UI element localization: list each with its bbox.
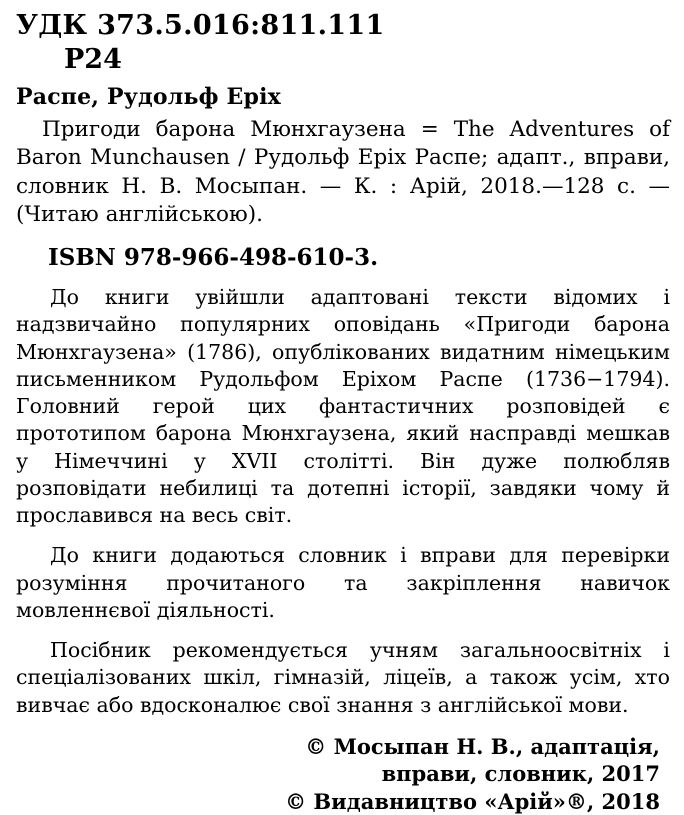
author-heading: Распе, Рудольф Еріх	[16, 83, 281, 110]
udc-code: УДК 373.5.016:811.111	[16, 10, 385, 41]
annotation-paragraph-2: До книги додаються словник і вправи для перевірки розуміння прочитаного та закріплення навичок мовленнєвої діяльності.	[16, 543, 670, 622]
isbn-number	[16, 244, 670, 272]
copyright-page	[0, 10, 684, 814]
copyright-line-2: вправи, словник, 2017	[381, 761, 660, 787]
cutter-number: Р24	[64, 43, 122, 75]
copyright-block	[16, 733, 670, 815]
isbn-value: ISBN 978-966-498-610-3	[48, 243, 371, 271]
annotation-paragraph-1: До книги увійшли адаптовані тексти відомих і надзвичайно популярних оповідань «Пригоди барона Мюнхгаузена» (1786), опублікованих видатним німецьким письменником Рудольфом Еріхом Распе (1736−1794). Головний герой цих фантастичних розповідей є прототипом барона Мюнхгаузена, який насправді мешкав у Німеччині у XVII столітті. Він дуже полюбляв розповідати небилиці та дотепні історії, завдяки чому й прославився на весь світ.	[16, 285, 670, 528]
copyright-line-1: © Мосыпан Н. В., адаптація,	[305, 733, 660, 759]
annotation-paragraph-3: Посібник рекомендується учням загальноосвітніх і спеціалізованих шкіл, гімназій, ліцеїв, а також усім, хто вивчає або вдосконалює свої знання з англійської мови.	[16, 638, 670, 717]
copyright-line-3: © Видавництво «Арій»®, 2018	[285, 788, 660, 814]
cip-description: Пригоди барона Мюнхгаузена = The Adventures of Baron Munchausen / Рудольф Еріх Распе; адапт., вправи, словник Н. В. Мосыпан. — К. : Арій, 2018.—128 с. — (Читаю англійською).	[16, 117, 670, 228]
bibliographic-block	[0, 10, 684, 815]
isbn-period: .	[370, 243, 379, 271]
